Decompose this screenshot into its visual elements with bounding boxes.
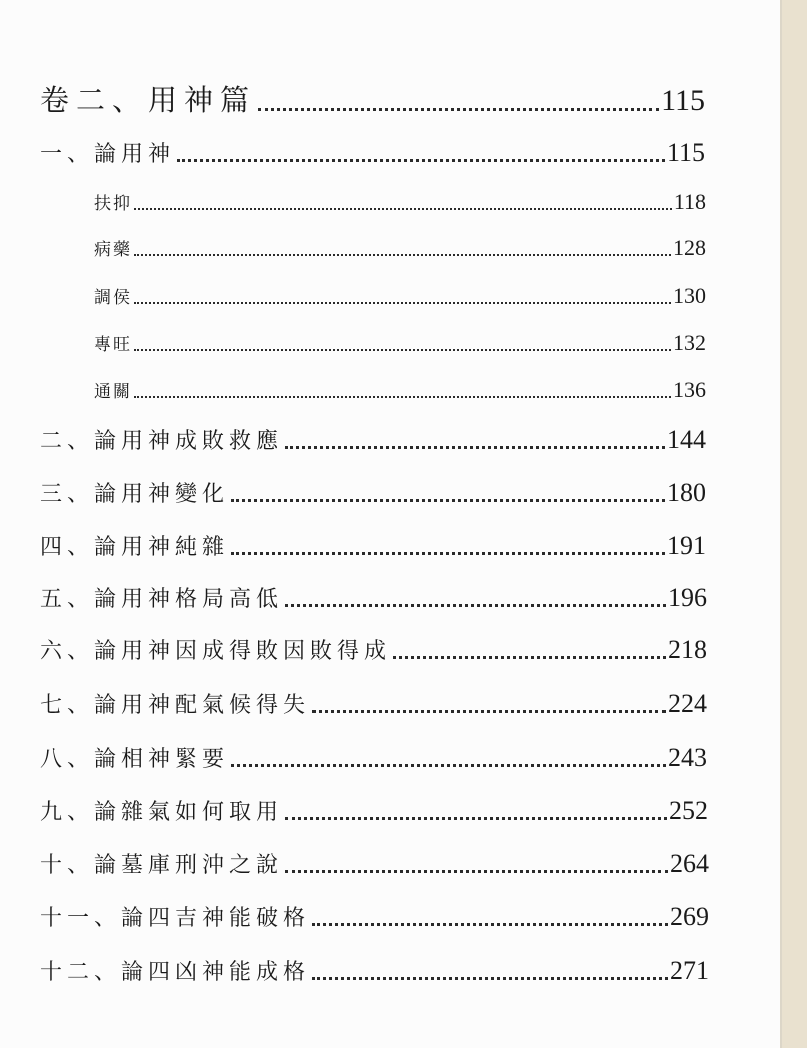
dot-leader: [134, 395, 671, 398]
toc-entry-section: [40, 477, 706, 508]
dot-leader: [285, 816, 667, 820]
toc-entry-label: 七、論用神配氣候得失: [40, 693, 311, 718]
toc-entry-page-number: 128: [673, 235, 706, 260]
toc-entry-page-number: 224: [668, 689, 707, 718]
toc-entry-label: 扶抑: [94, 194, 132, 214]
toc-entry-page-number: 136: [673, 377, 706, 402]
toc-entry-label: 卷二、用神篇: [40, 83, 257, 117]
dot-leader: [312, 922, 668, 926]
toc-entry-section: [40, 955, 709, 986]
dot-leader: [134, 348, 671, 351]
toc-entry-section: [40, 848, 709, 879]
toc-entry-page-number: 132: [673, 330, 706, 355]
toc-entry-section: [40, 530, 706, 561]
toc-entry-page-number: 252: [669, 796, 708, 825]
toc-entry-section: [40, 582, 707, 613]
toc-entry-page-number: 264: [670, 849, 709, 878]
dot-leader: [258, 107, 659, 111]
toc-entry-section: [40, 424, 706, 455]
dot-leader: [231, 498, 665, 502]
toc-entry-subsection: [94, 189, 706, 215]
toc-entry-subsection: [94, 330, 706, 356]
dot-leader: [134, 301, 671, 304]
toc-entry-section: [40, 901, 709, 932]
toc-entry-subsection: [94, 235, 706, 261]
toc-entry-page-number: 118: [673, 189, 706, 214]
toc-entry-label: 調侯: [94, 288, 132, 308]
toc-entry-label: 五、論用神格局高低: [40, 587, 284, 612]
toc-entry-label: 病藥: [94, 240, 132, 260]
toc-entry-label: 九、論雜氣如何取用: [40, 800, 284, 825]
toc-entry-label: 十、論墓庫刑沖之說: [40, 853, 284, 878]
toc-entry-label: 十二、論四凶神能成格: [40, 960, 311, 985]
dot-leader: [177, 158, 665, 162]
dot-leader: [285, 445, 665, 449]
toc-entry-page-number: 196: [668, 583, 707, 612]
toc-entry-label: 八、論相神緊要: [40, 747, 230, 772]
toc-entry-section: [40, 634, 707, 665]
toc-entry-label: 十一、論四吉神能破格: [40, 906, 311, 931]
dot-leader: [285, 603, 666, 607]
toc-entry-label: 一、論用神: [40, 142, 176, 167]
toc-entry-section: [40, 742, 707, 773]
toc-entry-label: 通關: [94, 382, 132, 402]
dot-leader: [231, 551, 665, 555]
dot-leader: [231, 763, 666, 767]
toc-entry-label: 二、論用神成敗救應: [40, 429, 284, 454]
toc-entry-section: [40, 688, 707, 719]
toc-entry-volume-title: [40, 78, 705, 119]
toc-entry-page-number: 218: [668, 635, 707, 664]
toc-entry-page-number: 115: [661, 84, 705, 117]
toc-entry-label: 專旺: [94, 335, 132, 355]
dot-leader: [134, 207, 672, 210]
toc-entry-page-number: 243: [668, 743, 707, 772]
toc-entry-page-number: 271: [670, 956, 709, 985]
toc-entry-label: 三、論用神變化: [40, 482, 230, 507]
toc-entry-page-number: 130: [673, 283, 706, 308]
toc-entry-label: 四、論用神純雜: [40, 535, 230, 560]
toc-entry-page-number: 191: [667, 531, 706, 560]
toc-entry-page-number: 180: [667, 478, 706, 507]
toc-entry-subsection: [94, 283, 706, 309]
toc-entry-page-number: 144: [667, 425, 706, 454]
toc-entry-section: [40, 137, 705, 168]
toc-entry-label: 六、論用神因成得敗因敗得成: [40, 639, 392, 664]
toc-entry-page-number: 269: [670, 902, 709, 931]
dot-leader: [134, 253, 671, 256]
toc-entry-page-number: 115: [666, 138, 705, 167]
toc-entry-subsection: [94, 377, 706, 403]
dot-leader: [393, 655, 666, 659]
toc-entry-section: [40, 795, 708, 826]
dot-leader: [285, 869, 668, 873]
dot-leader: [312, 709, 666, 713]
dot-leader: [312, 976, 668, 980]
page-edge-strip: [782, 0, 807, 1048]
